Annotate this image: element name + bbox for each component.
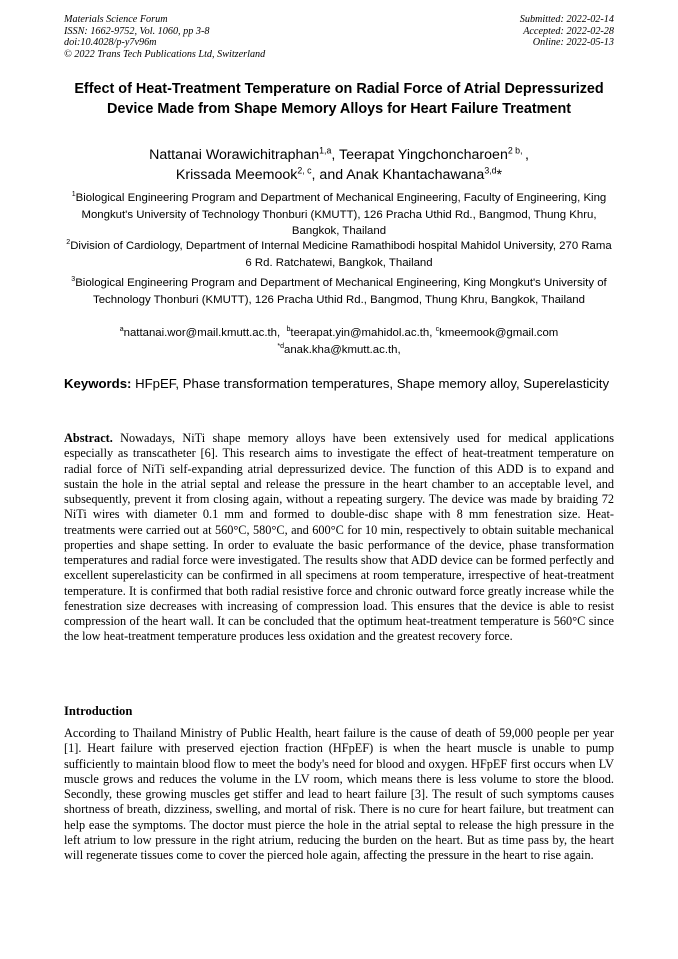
introduction-paragraph: According to Thailand Ministry of Public Health, heart failure is the cause of death of 59,000 people per year [1]. Heart failure with preserved ejection fraction (HFpEF) is when the heart muscle is unable to pump sufficiently to maintain blood flow to meet the body's need for blood and oxygen. HFpEF first occurs when LV muscle grows and reduces the volume in the LV room, which means there is less volume to store the blood. Secondly, these growing muscles get stiffer and lead to heart failure [3]. The result of such symptoms causes shortness of breath, dizziness, swelling, and mortal of risk. There is no cure for heart failure, but treatment can help ease the symptoms. The doctor must pierce the hole in the atrial septal to release the high pressure in the left atrium to low pressure in the right atrium, reducing the burden on the heart. But as time pass by, the heart will regenerate tissues come to cover the pierced hole again, affecting the pressure in the heart to rise again.: [64, 726, 614, 862]
author-affiliation-mark: 1,a: [319, 145, 332, 156]
author-name: Krissada Meemook: [175, 167, 298, 183]
email-link[interactable]: anak.kha@kmutt.ac.th,: [284, 343, 401, 356]
affiliation-text: Biological Engineering Program and Department of Mechanical Engineering, Faculty of Engineering, King Mongkut's University of Technology Thonburi (KMUTT), 126 Pracha Uthid Rd., Bangmod, Thung Khru, Bangkok, Thailand: [75, 192, 607, 237]
email-link[interactable]: teerapat.yin@mahidol.ac.th,: [290, 327, 433, 339]
accepted-date: Accepted: 2022-02-28: [523, 25, 614, 37]
author-separator: , and: [311, 167, 347, 183]
email-link[interactable]: nattanai.wor@mail.kmutt.ac.th,: [123, 327, 281, 339]
keywords: [64, 374, 614, 393]
abstract-text: Nowadays, NiTi shape memory alloys have been extensively used for medical applications especially as transcatheter [6]. This research aims to investigate the effect of heat-treatment temperature on radial force of NiTi self-expanding atrial depressurized device. The function of this ADD is to expand and sustain the hole in the atrial septal and release the pressure in the heart chamber to an acceptable level, and subsequently, prevent it from closing again, without a repeating surgery. The device was made by braiding 72 NiTi wires with diameter 0.1 mm and formed to double-disc shape with 8 mm fenestration size. Heat-treatments were carried out at 560°C, 580°C, and 600°C for 10 min, respectively to obtain suitable mechanical properties and shape setting. In order to evaluate the basic performance of the device, phase transformation temperatures and radial force were investigated. The results show that ADD device can be formed perfectly and excellent superelasticity can be confirmed in all specimens at room temperature, irrespective of heat-treatment temperature. It is confirmed that both radial resistive force and chronic outward force greatly increase while the fenestration size decreases with increasing of compression load. This ensures that the device is able to resist compression of the heart wall. It can be concluded that the optimum heat-treatment temperature is 560°C since the low heat-treatment temperature produces less oxidation and the greatest recovery force.: [64, 431, 614, 644]
author-name: Anak Khantachawana: [346, 167, 485, 183]
affiliation-text: Biological Engineering Program and Department of Mechanical Engineering, King Mongkut's University of Technology Thonburi (KMUTT), 126 Pracha Uthid Rd., Bangmod, Thung Khru, Bangkok, Thailand: [75, 277, 607, 306]
email-mark: c: [435, 326, 440, 334]
abstract-label: Abstract.: [64, 431, 113, 445]
journal-header-right: [520, 14, 614, 49]
email-mark: *d: [277, 342, 284, 350]
online-date: Online: 2022-05-13: [532, 37, 614, 49]
submitted-date: Submitted: 2022-02-14: [519, 14, 614, 25]
affiliation-2: [64, 238, 614, 271]
author-separator: *: [496, 167, 503, 183]
abstract: [64, 431, 614, 645]
affiliation-mark: 3: [71, 276, 76, 284]
author-separator: ,: [524, 147, 529, 163]
author-list: [50, 145, 628, 185]
email-mark: b: [286, 326, 291, 334]
keywords-text: HFpEF, Phase transformation temperatures, Shape memory alloy, Superelasticity: [135, 376, 610, 391]
keywords-label: Keywords:: [64, 376, 132, 391]
paper-title: Effect of Heat-Treatment Temperature on Radial Force of Atrial Depressurized Device Made from Shape Memory Alloys for Heart Failure Treatment: [74, 81, 604, 117]
author-name: Teerapat Yingchoncharoen: [339, 147, 508, 163]
author-affiliation-mark: 2, c: [297, 165, 312, 176]
affiliation-text: Division of Cardiology, Department of Internal Medicine Ramathibodi hospital Mahidol University, 270 Rama 6 Rd. Ratchatewi, Bangkok, Thailand: [70, 240, 612, 269]
email-mark: a: [119, 326, 124, 334]
affiliation-mark: 1: [71, 191, 76, 199]
journal-name: Materials Science Forum: [64, 14, 168, 25]
affiliation-3: [64, 275, 614, 308]
journal-issn: ISSN: 1662-9752, Vol. 1060, pp 3-8: [64, 25, 210, 37]
section-heading-introduction: Introduction: [64, 704, 133, 718]
journal-copyright: © 2022 Trans Tech Publications Ltd, Switzerland: [64, 48, 266, 60]
affiliation-1: [64, 190, 614, 240]
author-affiliation-mark: 2 b,: [507, 145, 525, 156]
author-name: Nattanai Worawichitraphan: [149, 147, 320, 163]
affiliation-mark: 2: [66, 239, 71, 247]
email-link[interactable]: kmeemook@gmail.com: [439, 327, 559, 339]
journal-header-left: [64, 14, 265, 60]
author-separator: ,: [331, 147, 340, 163]
journal-doi: doi:10.4028/p-y7v96m: [64, 37, 157, 49]
author-emails: [64, 325, 614, 358]
author-affiliation-mark: 3,d: [484, 165, 497, 176]
